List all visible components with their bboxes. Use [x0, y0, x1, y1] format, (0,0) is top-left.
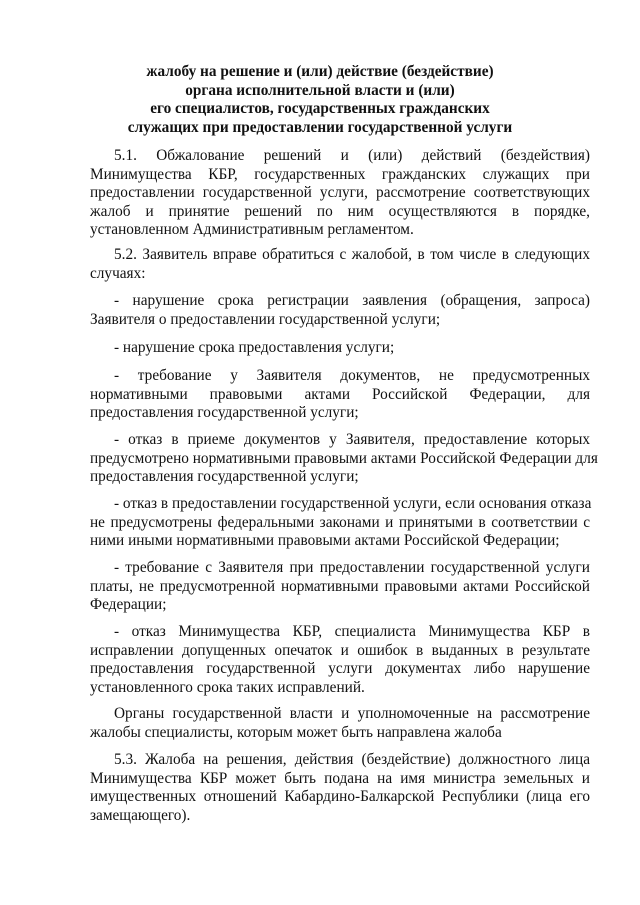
text-line: платы, не предусмотренной нормативными правовыми актами Российской [90, 577, 590, 595]
list-item-refusal-provide [90, 495, 590, 551]
text-line: - нарушение срока предоставления услуги; [114, 339, 395, 356]
text-line: Органы государственной власти и уполномоченные на рассмотрение [114, 705, 590, 722]
text-line: - отказ в предоставлении государственной услуги, если основания отказа [114, 495, 592, 512]
text-line: предусмотрено нормативными правовыми актами Российской Федерации для [90, 449, 598, 467]
list-item-refusal-accept [90, 431, 598, 487]
text-line: 5.3. Жалоба на решения, действия (бездействие) должностного лица [114, 751, 590, 768]
text-line: имущественных отношений Кабардино-Балкарской Республики (лица его [90, 788, 590, 805]
text-line: жалобы специалисты, которым может быть направлена жалоба [90, 723, 502, 741]
text-line: 5.1. Обжалование решений и (или) действий (бездействия) [114, 147, 590, 164]
text-line: замещающего). [90, 806, 191, 824]
heading-line: его специалистов, государственных гражданских [150, 100, 490, 118]
text-line: предоставления государственной услуги; [90, 468, 359, 485]
section-heading [0, 63, 640, 137]
text-line: - отказ в приеме документов у Заявителя, предоставление которых [114, 431, 590, 448]
text-line: - требование с Заявителя при предоставлении государственной услуги [114, 559, 590, 576]
text-line: исправлении допущенных опечаток и ошибок в выданных в результате [90, 641, 590, 659]
text-line: не предусмотрены федеральными законами и принятыми в соответствии с [90, 513, 590, 531]
text-line: установленного срока таких исправлений. [90, 678, 365, 696]
paragraph-bodies [90, 705, 590, 742]
text-line: предоставления государственной услуги документах либо нарушение [90, 660, 590, 677]
text-line: жалоб и принятие решений по ним осуществляются в порядке, [90, 202, 590, 220]
text-line: предоставления государственной услуги; [90, 404, 359, 421]
text-line: 5.2. Заявитель вправе обратиться с жалобой, в том числе в следующих [114, 246, 590, 263]
list-item-deadline [90, 339, 590, 358]
text-line: установленном Административным регламентом. [90, 221, 414, 238]
text-line: Минимущества КБР, государственных гражданских служащих при [90, 165, 590, 183]
text-line: предоставлении государственной услуги, рассмотрение соответствующих [90, 184, 590, 201]
text-line: - требование у Заявителя документов, не предусмотренных [114, 367, 590, 384]
text-line: Заявителя о предоставлении государственной услуги; [90, 310, 441, 328]
text-line: ними иными нормативными правовыми актами Российской Федерации; [90, 532, 560, 549]
list-item-documents [90, 367, 590, 423]
text-line: нормативными правовыми актами Российской Федерации, для [90, 385, 590, 403]
paragraph-5-2 [90, 246, 590, 283]
text-line: Федерации; [90, 596, 167, 613]
text-line: случаях: [90, 264, 146, 282]
list-item-correction [90, 623, 590, 697]
text-line: Минимущества КБР может быть подана на имя министра земельных и [90, 769, 590, 787]
paragraph-5-1 [90, 147, 590, 240]
text-line: - нарушение срока регистрации заявления (обращения, запроса) [114, 292, 590, 309]
heading-line: жалобу на решение и (или) действие (бездействие) [146, 63, 494, 80]
list-item-registration [90, 292, 590, 329]
heading-line: органа исполнительной власти и (или) [185, 81, 455, 99]
text-line: - отказ Минимущества КБР, специалиста Минимущества КБР в [114, 623, 590, 640]
heading-line: служащих при предоставлении государственной услуги [127, 118, 513, 136]
paragraph-5-3 [90, 751, 590, 825]
list-item-fee [90, 559, 590, 615]
